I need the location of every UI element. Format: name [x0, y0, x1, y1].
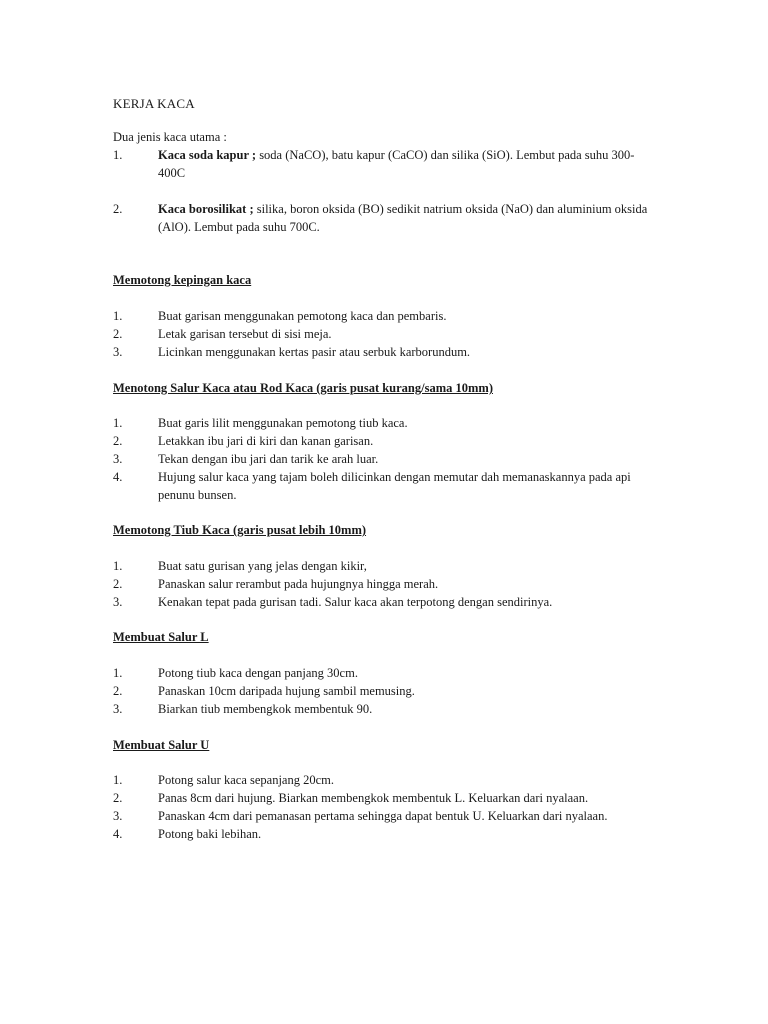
list-item	[113, 700, 653, 718]
step-text: Potong baki lebihan.	[158, 827, 262, 841]
step-number: 2.	[113, 684, 123, 698]
step-text: Potong tiub kaca dengan panjang 30cm.	[158, 666, 358, 680]
step-number: 3.	[113, 702, 123, 716]
step-number: 1.	[113, 309, 123, 323]
list-item	[113, 575, 653, 593]
step-number: 3.	[113, 345, 123, 359]
step-text: Panaskan salur rerambut pada hujungnya hingga merah.	[158, 577, 439, 591]
steps-list	[113, 771, 653, 843]
list-item	[113, 771, 653, 789]
step-number: 3.	[113, 452, 123, 466]
list-item	[113, 450, 653, 468]
list-item	[113, 825, 653, 843]
step-number: 1.	[113, 773, 123, 787]
step-number: 3.	[113, 809, 123, 823]
list-item	[113, 414, 653, 432]
step-number: 4.	[113, 470, 123, 484]
step-text: Potong salur kaca sepanjang 20cm.	[158, 773, 334, 787]
step-text: Panaskan 4cm dari pemanasan pertama sehingga dapat bentuk U. Keluarkan dari nyalaan.	[158, 809, 608, 823]
list-item	[113, 807, 653, 825]
list-item	[113, 789, 653, 807]
intro-text: Dua jenis kaca utama :	[113, 130, 227, 144]
steps-list	[113, 307, 653, 361]
steps-list	[113, 664, 653, 718]
step-text: Panaskan 10cm daripada hujung sambil memusing.	[158, 684, 415, 698]
section-heading: Memotong Tiub Kaca (garis pusat lebih 10mm)	[113, 523, 367, 537]
list-item	[113, 146, 653, 182]
step-text: Letakkan ibu jari di kiri dan kanan garisan.	[158, 434, 374, 448]
step-number: 2.	[113, 577, 123, 591]
section-heading: Memotong kepingan kaca	[113, 273, 252, 287]
step-number: 1.	[113, 666, 123, 680]
list-item	[113, 325, 653, 343]
steps-list	[113, 414, 653, 504]
list-item	[113, 307, 653, 325]
item-number: 1.	[113, 148, 123, 162]
glass-type-name: Kaca soda kapur ;	[158, 148, 257, 162]
glass-type-desc: soda (NaCO), batu kapur (CaCO) dan silika (SiO). Lembut pada suhu 300-400C	[158, 148, 635, 180]
step-text: Buat garisan menggunakan pemotong kaca dan pembaris.	[158, 309, 447, 323]
steps-list	[113, 557, 653, 611]
step-text: Panas 8cm dari hujung. Biarkan membengkok membentuk L. Keluarkan dari nyalaan.	[158, 791, 589, 805]
list-item	[113, 200, 653, 236]
step-text: Buat garis lilit menggunakan pemotong tiub kaca.	[158, 416, 408, 430]
section-heading: Membuat Salur U	[113, 738, 210, 752]
step-text: Licinkan menggunakan kertas pasir atau serbuk karborundum.	[158, 345, 471, 359]
section-heading: Membuat Salur L	[113, 630, 209, 644]
step-number: 2.	[113, 327, 123, 341]
step-text: Biarkan tiub membengkok membentuk 90.	[158, 702, 373, 716]
section-heading: Menotong Salur Kaca atau Rod Kaca (garis pusat kurang/sama 10mm)	[113, 381, 493, 395]
step-text: Kenakan tepat pada gurisan tadi. Salur kaca akan terpotong dengan sendirinya.	[158, 595, 553, 609]
glass-type-name: Kaca borosilikat ;	[158, 202, 254, 216]
item-number: 2.	[113, 202, 123, 216]
glass-type-desc: silika, boron oksida (BO) sedikit natrium oksida (NaO) dan aluminium oksida (AlO). Lembut pada suhu 700C.	[158, 202, 648, 234]
list-item	[113, 343, 653, 361]
step-text: Tekan dengan ibu jari dan tarik ke arah luar.	[158, 452, 379, 466]
step-text: Hujung salur kaca yang tajam boleh dilicinkan dengan memutar dah memanaskannya pada api penunu bunsen.	[158, 470, 631, 502]
list-item	[113, 682, 653, 700]
list-item	[113, 432, 653, 450]
list-item	[113, 557, 653, 575]
step-number: 2.	[113, 791, 123, 805]
step-number: 4.	[113, 827, 123, 841]
step-number: 1.	[113, 559, 123, 573]
step-number: 3.	[113, 595, 123, 609]
list-item	[113, 593, 653, 611]
document-title: KERJA KACA	[113, 96, 195, 111]
step-number: 1.	[113, 416, 123, 430]
list-item	[113, 468, 653, 504]
list-item	[113, 664, 653, 682]
step-text: Letak garisan tersebut di sisi meja.	[158, 327, 332, 341]
step-number: 2.	[113, 434, 123, 448]
glass-types-list	[113, 146, 653, 236]
step-text: Buat satu gurisan yang jelas dengan kikir,	[158, 559, 367, 573]
